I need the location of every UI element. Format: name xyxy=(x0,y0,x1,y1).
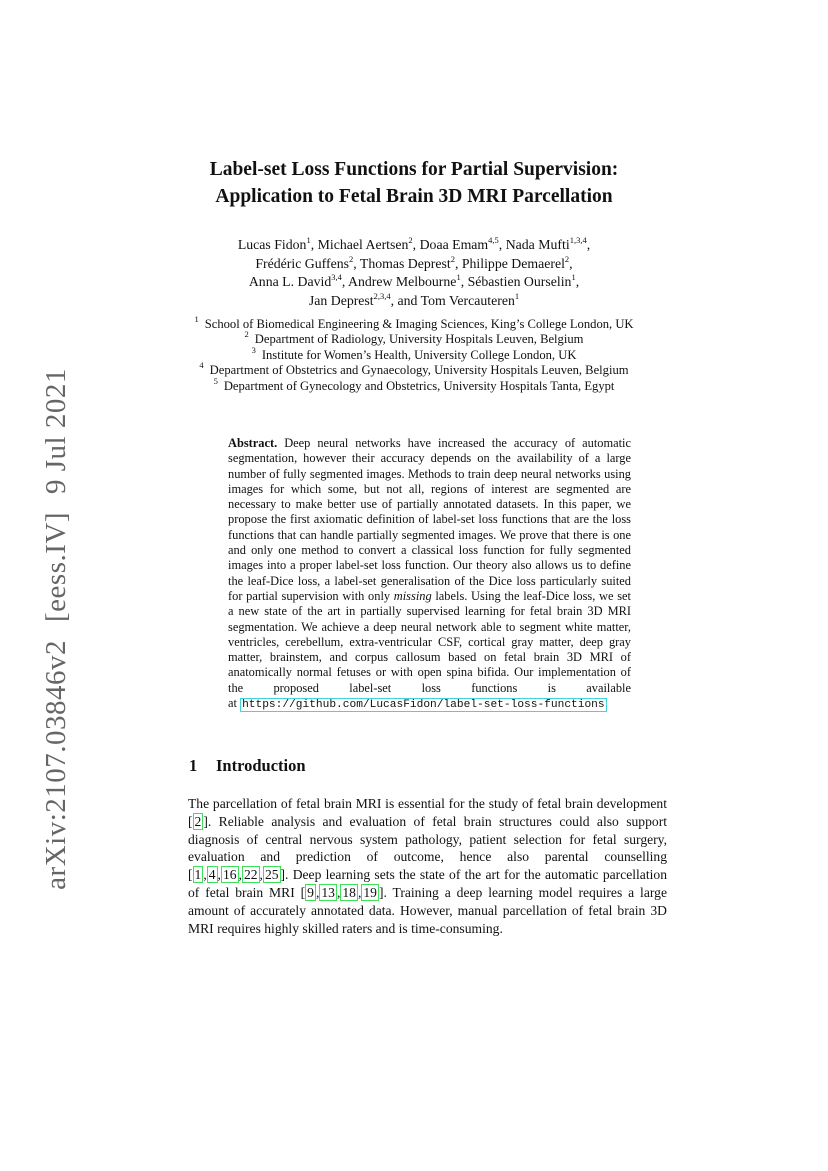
author-name: Anna L. David xyxy=(248,274,332,289)
intro-text-4: ]. Training a deep learning model requires a large amount of accurately annotated data. However, manual parcellation of fetal brain 3D MRI requires highly skilled raters and is time-consuming. xyxy=(188,884,667,936)
affiliation-number: 5 xyxy=(213,375,218,386)
author-separator: , xyxy=(575,274,580,289)
author-separator: , and xyxy=(390,292,421,308)
affiliation xyxy=(0,375,828,394)
affiliation xyxy=(0,314,828,332)
author-affiliation-mark: 2 xyxy=(408,235,413,245)
author-name: Thomas Deprest xyxy=(359,255,451,271)
author-name: Philippe Demaerel xyxy=(461,255,565,271)
citation-link[interactable]: 4 xyxy=(208,867,216,883)
citation-group: 9 , 13 , 18 , 19 xyxy=(307,884,377,900)
abstract-url-prefix: at xyxy=(228,696,237,711)
citation-link[interactable]: 16 xyxy=(222,867,237,883)
affiliation xyxy=(0,344,828,363)
citation-link[interactable]: 18 xyxy=(342,884,356,900)
abstract-text-1: Deep neural networks have increased the accuracy of automatic segmentation, however their accuracy depends on the availability of a large number of fully segmented images. Methods to train deep neural networks using images for which some, but not all, regions of interest are segmented are necessary to make better use of partially annotated datasets. In this paper, we propose the first axiomatic definition of label-set loss functions that are the loss functions that can handle partially segmented images. We prove that there is one and only one method to convert a classical loss function for fully segmented images into a proper label-set loss function. Our theory also allows us to define the leaf-Dice loss, a label-set generalisation of the Dice loss particularly suited for partial supervision with only xyxy=(228,436,631,603)
citation-link[interactable]: 2 xyxy=(194,813,202,829)
author-separator: , xyxy=(498,237,506,252)
author-separator: , xyxy=(454,255,462,271)
author-affiliation-mark: 2,3,4 xyxy=(373,290,391,301)
author-name: Doaa Emam xyxy=(419,237,489,252)
intro-text-3: ]. Deep learning sets the state of the art for the automatic parcellation of fetal brain MRI [ xyxy=(188,867,667,900)
citation-link[interactable]: 9 xyxy=(307,884,314,900)
author-separator: , xyxy=(460,274,468,289)
author-separator: , xyxy=(412,237,420,252)
arxiv-category: [eess.IV] xyxy=(40,512,72,622)
author-name: Tom Vercauteren xyxy=(420,292,515,308)
author-separator: , xyxy=(353,255,360,271)
section-heading xyxy=(189,756,306,776)
author-separator: , xyxy=(586,237,591,252)
affiliation-text: Institute for Women’s Health, University College London, UK xyxy=(261,347,577,362)
author-line xyxy=(0,273,828,292)
intro-text-1: The parcellation of fetal brain MRI is essential for the study of fetal brain development [ xyxy=(188,796,667,829)
affiliation xyxy=(0,360,828,378)
arxiv-side-stamp xyxy=(40,350,73,890)
author-affiliation-mark: 1 xyxy=(571,272,576,282)
abstract-label: Abstract. xyxy=(228,436,278,450)
author-separator: , xyxy=(569,255,573,271)
affiliation-number: 1 xyxy=(194,314,199,324)
code-repository-link[interactable]: https://github.com/LucasFidon/label-set-loss-functions xyxy=(242,699,605,712)
author-name: Frédéric Guffens xyxy=(255,255,349,271)
citation-link[interactable]: 22 xyxy=(243,867,258,883)
affiliation-number: 4 xyxy=(199,360,204,371)
author-name: Michael Aertsen xyxy=(317,237,409,252)
affiliation xyxy=(0,329,828,347)
affiliation-text: Department of Radiology, University Hospitals Leuven, Belgium xyxy=(254,332,584,347)
author-line xyxy=(0,236,828,255)
author-affiliation-mark: 4,5 xyxy=(488,235,499,245)
author-line xyxy=(0,255,828,274)
citation-link[interactable]: 19 xyxy=(363,884,377,900)
citation-link[interactable]: 1 xyxy=(194,867,202,883)
abstract-emphasis: missing xyxy=(393,588,432,603)
intro-text-2: ]. Reliable analysis and evaluation of fetal brain structures could also support diagnosis of central nervous system pathology, patient selection for fetal surgery, evaluation and prediction of outcome, hence also parental counselling [ xyxy=(188,813,667,883)
title-line-2: Application to Fetal Brain 3D MRI Parcellation xyxy=(215,186,613,207)
citation-link[interactable]: 25 xyxy=(264,867,279,883)
author-affiliation-mark: 2 xyxy=(450,253,455,264)
abstract xyxy=(228,436,631,713)
affiliation-number: 3 xyxy=(251,344,256,355)
section-title: Introduction xyxy=(216,756,306,775)
author-list xyxy=(0,236,828,310)
arxiv-date: 9 Jul 2021 xyxy=(40,368,72,495)
citation-group: 1 , 4 , 16 , 22 , 25 xyxy=(194,867,279,883)
author-name: Jan Deprest xyxy=(308,292,374,308)
affiliation-text: Department of Gynecology and Obstetrics, University Hospitals Tanta, Egypt xyxy=(223,378,615,393)
author-separator: , xyxy=(341,274,348,289)
author-name: Sébastien Ourselin xyxy=(467,274,572,289)
arxiv-id: arXiv:2107.03846v2 xyxy=(40,639,72,890)
author-name: Nada Mufti xyxy=(505,237,570,252)
author-affiliation-mark: 2 xyxy=(348,253,354,264)
author-affiliation-mark: 1 xyxy=(306,235,311,245)
introduction-paragraph xyxy=(188,795,667,937)
author-name: Andrew Melbourne xyxy=(348,274,457,289)
author-affiliation-mark: 1,3,4 xyxy=(569,235,587,245)
author-name: Lucas Fidon xyxy=(237,237,307,252)
abstract-text-2: labels. Using the leaf-Dice loss, we set a new state of the art in partially supervised learning for fetal brain 3D MRI segmentation. We achieve a deep neural network able to segment white matter, ventricles, cerebellum, extra-ventricular CSF, cortical gray matter, deep gray matter, brainstem, and corpus callosum based on fetal brain 3D MRI of anatomically normal fetuses or with open spina bifida. Our implementation of the proposed label-set loss functions is available xyxy=(228,588,631,695)
affiliation-number: 2 xyxy=(244,329,249,340)
paper-title xyxy=(0,156,828,210)
author-affiliation-mark: 1 xyxy=(514,290,520,301)
author-affiliation-mark: 3,4 xyxy=(331,272,342,282)
affiliation-text: Department of Obstetrics and Gynaecology, University Hospitals Leuven, Belgium xyxy=(209,363,629,378)
citation-link[interactable]: 13 xyxy=(321,884,335,900)
section-number: 1 xyxy=(189,756,198,775)
affiliation-list xyxy=(0,314,828,394)
affiliation-text: School of Biomedical Engineering & Imaging Sciences, King’s College London, UK xyxy=(204,317,634,331)
author-affiliation-mark: 2 xyxy=(564,253,570,264)
author-separator: , xyxy=(310,237,318,252)
author-affiliation-mark: 1 xyxy=(456,272,461,282)
author-line xyxy=(0,292,828,311)
title-line-1: Label-set Loss Functions for Partial Supervision: xyxy=(209,159,619,180)
